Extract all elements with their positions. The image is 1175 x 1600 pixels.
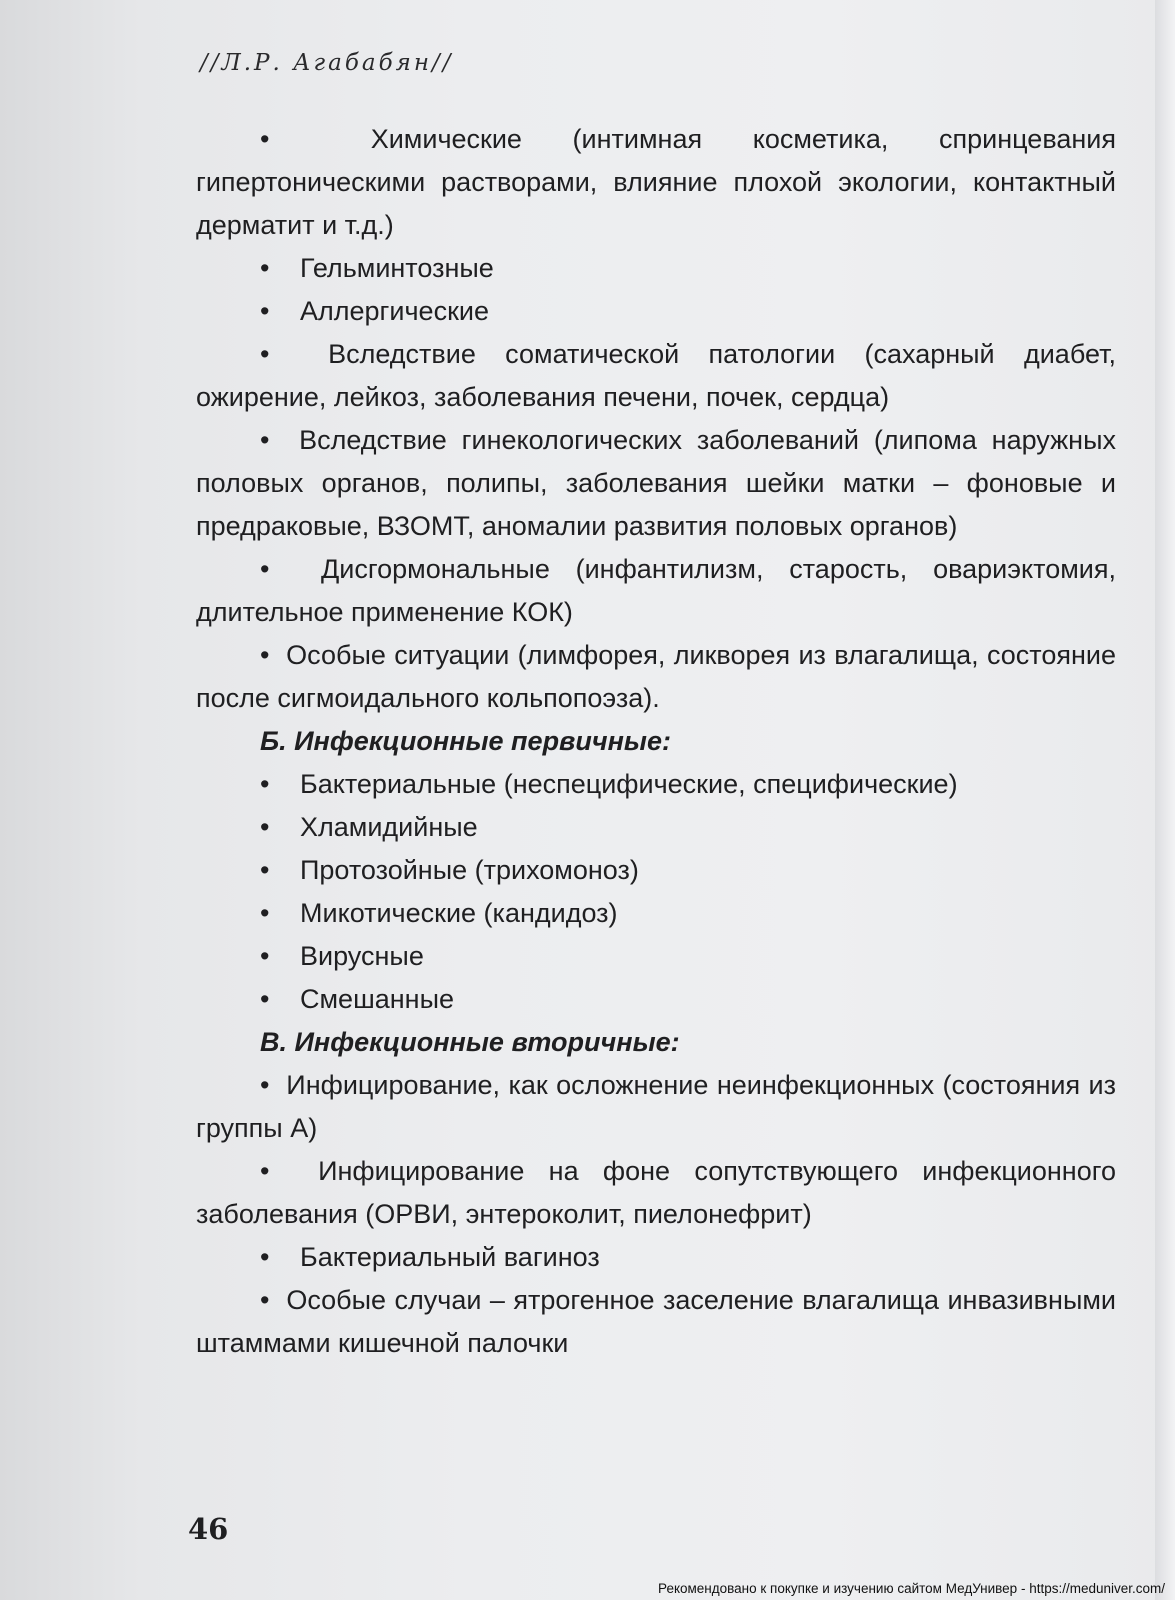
list-item-text: Хламидийные <box>300 812 478 842</box>
list-item <box>196 1236 1116 1279</box>
list-item-text: Химические (интимная косметика, спринцевания гипертоническими растворами, влияние плохой экологии, контактный дерматит и т.д.) <box>196 124 1116 240</box>
list-item <box>196 978 1116 1021</box>
list-item-somatic <box>196 333 1116 419</box>
list-item-text: Инфицирование на фоне сопутствующего инфекционного заболевания (ОРВИ, энтероколит, пиелонефрит) <box>196 1156 1116 1229</box>
bullet-icon <box>260 290 300 333</box>
bullet-icon <box>260 849 300 892</box>
running-title: //Л.Р. Агабабян// <box>200 50 454 76</box>
bullet-icon <box>260 892 300 935</box>
page-edge <box>1155 0 1175 1600</box>
bullet-icon <box>260 247 300 290</box>
list-item-text: Вследствие соматической патологии (сахарный диабет, ожирение, лейкоз, заболевания печени, почек, сердца) <box>196 339 1116 412</box>
list-item-text: Аллергические <box>300 296 489 326</box>
section-heading-infectious-secondary: В. Инфекционные вторичные: <box>260 1027 680 1057</box>
bullet-icon <box>260 124 371 154</box>
page-number: 46 <box>188 1512 229 1546</box>
page-content <box>196 118 1116 1365</box>
bullet-icon <box>260 1070 286 1100</box>
section-heading-infectious-primary: Б. Инфекционные первичные: <box>260 726 671 756</box>
list-item <box>196 763 1116 806</box>
list-item-text: Бактериальные (неспецифические, специфические) <box>300 769 958 799</box>
list-item-text: Бактериальный вагиноз <box>300 1242 600 1272</box>
list-item <box>196 892 1116 935</box>
bullet-icon <box>260 339 328 369</box>
list-item <box>196 1150 1116 1236</box>
bullet-icon <box>260 935 300 978</box>
bullet-icon <box>260 806 300 849</box>
bullet-icon <box>260 425 299 455</box>
list-item-helminthic <box>196 247 1116 290</box>
list-item-dyshormonal <box>196 548 1116 634</box>
list-item-allergic <box>196 290 1116 333</box>
list-item-gynecologic <box>196 419 1116 548</box>
bullet-icon <box>260 978 300 1021</box>
bullet-icon <box>260 554 321 584</box>
list-item-text: Вирусные <box>300 941 424 971</box>
list-item-text: Особые случаи – ятрогенное заселение влагалища инвазивными штаммами кишечной палочки <box>196 1285 1116 1358</box>
bullet-icon <box>260 1285 286 1315</box>
list-item-text: Смешанные <box>300 984 454 1014</box>
list-item-special-situations <box>196 634 1116 720</box>
list-item-text: Вследствие гинекологических заболеваний (липома наружных половых органов, полипы, заболевания шейки матки – фоновые и предраковые, ВЗОМТ, аномалии развития половых органов) <box>196 425 1116 541</box>
list-item <box>196 806 1116 849</box>
list-item <box>196 935 1116 978</box>
list-item-chemical <box>196 118 1116 247</box>
bullet-icon <box>260 1236 300 1279</box>
bullet-icon <box>260 763 300 806</box>
list-item-text: Гельминтозные <box>300 253 494 283</box>
list-item-text: Протозойные (трихомоноз) <box>300 855 639 885</box>
footer-recommendation: Рекомендовано к покупке и изучению сайтом МедУнивер - https://meduniver.com/ <box>658 1581 1165 1596</box>
list-item <box>196 1279 1116 1365</box>
list-item <box>196 849 1116 892</box>
list-item-text: Дисгормональные (инфантилизм, старость, овариэктомия, длительное применение КОК) <box>196 554 1116 627</box>
list-item-text: Особые ситуации (лимфорея, ликворея из влагалища, состояние после сигмоидального кольпопоэза). <box>196 640 1116 713</box>
bullet-icon <box>260 1156 318 1186</box>
list-item-text: Инфицирование, как осложнение неинфекционных (состояния из группы А) <box>196 1070 1116 1143</box>
list-item <box>196 1064 1116 1150</box>
bullet-icon <box>260 640 286 670</box>
list-item-text: Микотические (кандидоз) <box>300 898 618 928</box>
